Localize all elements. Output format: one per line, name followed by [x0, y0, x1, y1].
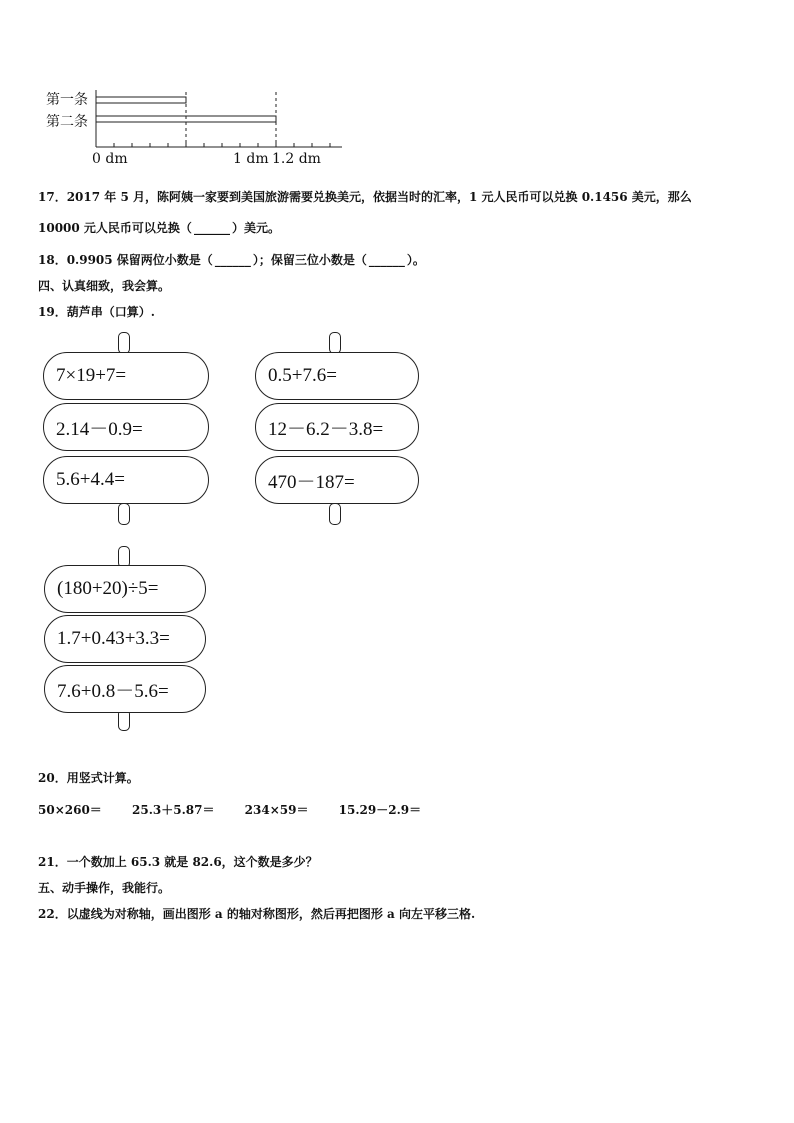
gourd-1-item-2: 2.14－0.9=: [43, 403, 209, 451]
section-4-heading: 四、认真细致，我会算。: [38, 279, 171, 293]
gourd-3-item-1: (180+20)÷5=: [44, 565, 206, 613]
ruler-ticks: [96, 142, 330, 147]
gourd-1-top-stick: [118, 332, 130, 354]
first-bar: [96, 97, 186, 103]
gourd-2-item-3: 470－187=: [255, 456, 419, 504]
q19-title: 19．葫芦串（口算）.: [38, 305, 155, 319]
gourd-2-item-2: 12－6.2－3.8=: [255, 403, 419, 451]
tick-1dm: 1 dm: [233, 151, 269, 167]
tick-0dm: 0 dm: [92, 151, 128, 167]
q18-blank-1[interactable]: ______: [214, 253, 251, 267]
diagram-label-first: 第一条: [46, 92, 88, 108]
segment-diagram: [40, 86, 360, 176]
diagram-label-second: 第二条: [46, 114, 88, 130]
q17-line1: 17．2017 年 5 月，陈阿姨一家要到美国旅游需要兑换美元，依据当时的汇率，1 元人民币可以兑换 0.1456 美元，那么: [38, 190, 692, 204]
q20-title: 20．用竖式计算。: [38, 771, 139, 785]
section-5-heading: 五、动手操作，我能行。: [38, 881, 171, 895]
q20-item-4: 15.29－2.9＝: [338, 803, 422, 817]
gourd-2-top-stick: [329, 332, 341, 354]
gourd-2-bottom-stick: [329, 503, 341, 525]
q17-line2: 10000 元人民币可以兑换（ ______ ）美元。: [38, 221, 280, 235]
gourd-3-item-2: 1.7+0.43+3.3=: [44, 615, 206, 663]
q20-item-3: 234×59＝: [244, 803, 309, 817]
q20-item-2: 25.3＋5.87＝: [132, 803, 215, 817]
q22: 22．以虚线为对称轴，画出图形 a 的轴对称图形，然后再把图形 a 向左平移三格.: [38, 907, 476, 921]
q21: 21．一个数加上 65.3 就是 82.6，这个数是多少？: [38, 855, 318, 869]
q20-items: [38, 801, 447, 818]
tick-1-2dm: 1.2 dm: [272, 151, 321, 167]
q18-blank-2[interactable]: ______: [368, 253, 405, 267]
gourd-1-item-3: 5.6+4.4=: [43, 456, 209, 504]
gourd-1-item-1: 7×19+7=: [43, 352, 209, 400]
q18-line: 18．0.9905 保留两位小数是（ ______ ）；保留三位小数是（ ______ ）。: [38, 253, 425, 267]
gourd-2-item-1: 0.5+7.6=: [255, 352, 419, 400]
q17-blank[interactable]: ______: [193, 221, 230, 235]
q20-item-1: 50×260＝: [38, 803, 102, 817]
gourd-3-item-3: 7.6+0.8－5.6=: [44, 665, 206, 713]
gourd-1-bottom-stick: [118, 503, 130, 525]
